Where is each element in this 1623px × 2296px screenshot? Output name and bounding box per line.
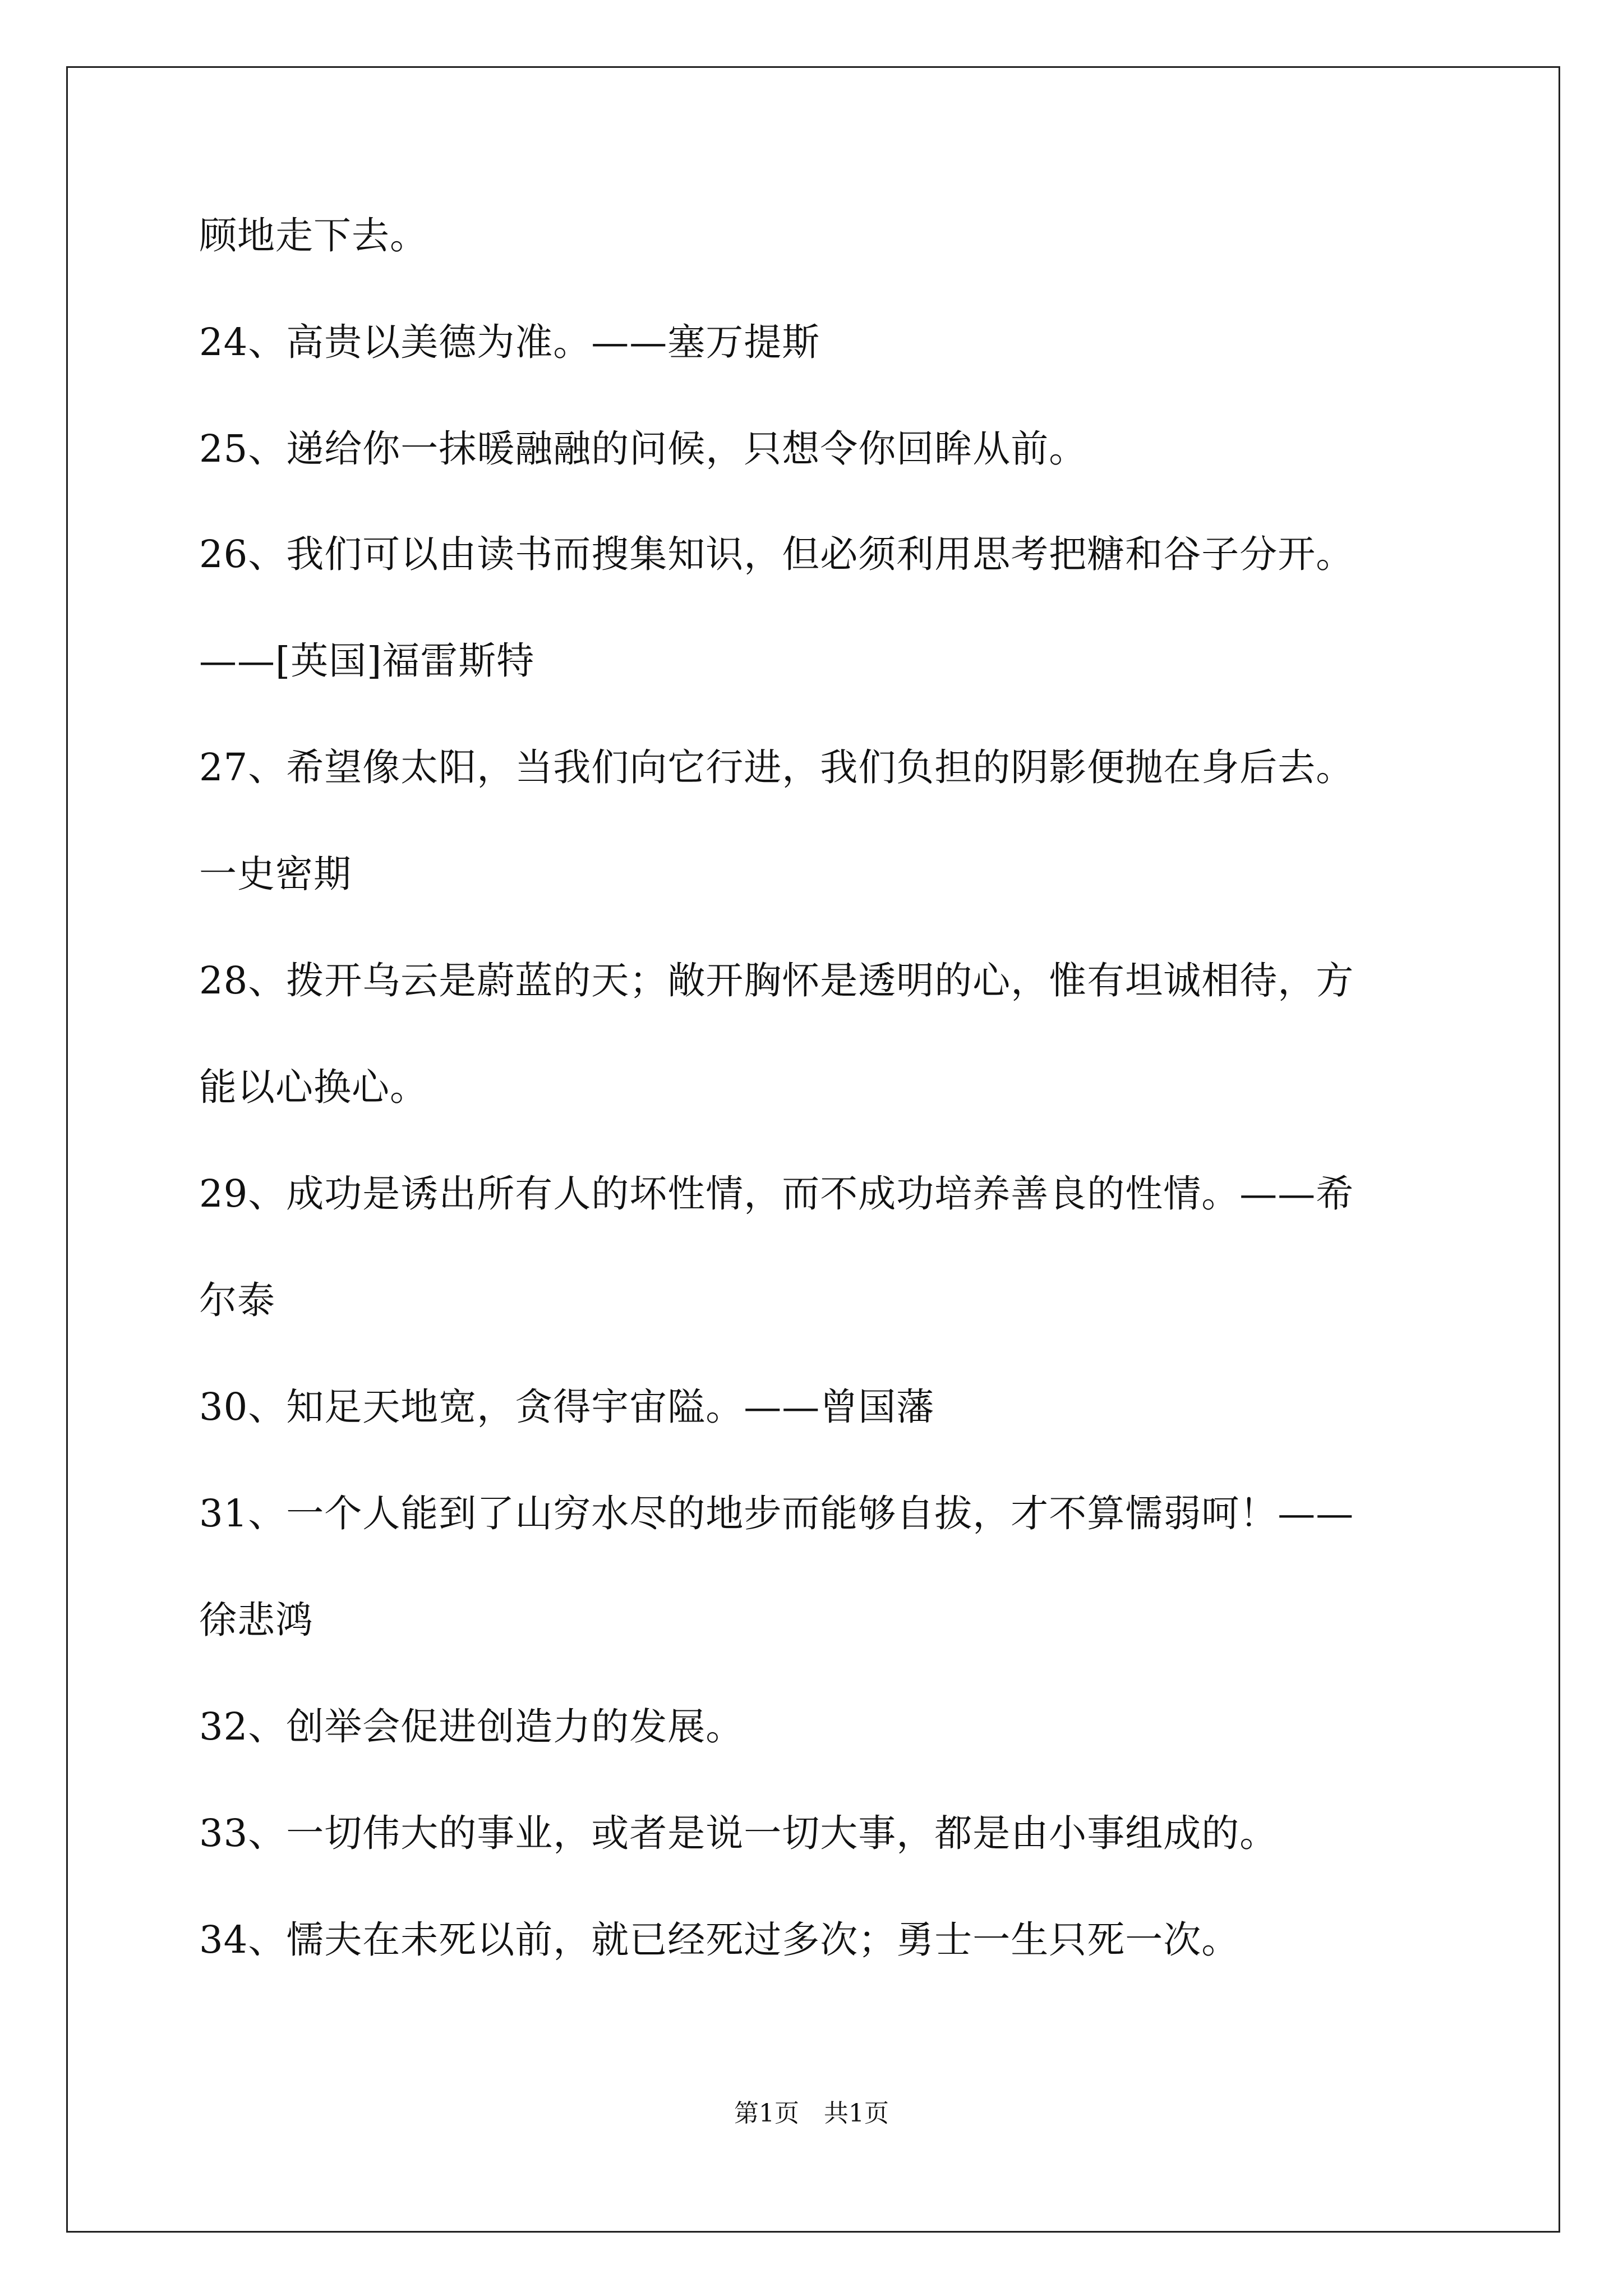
quote-32: 32、创举会促进创造力的发展。 xyxy=(199,1705,744,1749)
quote-24: 24、高贵以美德为准。——塞万提斯 xyxy=(199,320,820,364)
quote-28-cont: 能以心换心。 xyxy=(199,1065,428,1109)
quote-29-author: 尔泰 xyxy=(199,1278,275,1322)
quote-31: 31、一个人能到了山穷水尽的地步而能够自拔，才不算懦弱呵！—— xyxy=(199,1492,1354,1535)
quote-34: 34、懦夫在未死以前，就已经死过多次；勇士一生只死一次。 xyxy=(199,1918,1240,1962)
quote-30: 30、知足天地宽，贪得宇宙隘。——曾国藩 xyxy=(199,1385,935,1429)
quote-26: 26、我们可以由读书而搜集知识，但必须利用思考把糖和谷子分开。 xyxy=(199,532,1354,576)
quote-27-author: 一史密期 xyxy=(199,852,352,896)
quote-31-author: 徐悲鸿 xyxy=(199,1598,313,1642)
quote-26-author: ——[英国]福雷斯特 xyxy=(199,639,535,683)
quote-29: 29、成功是诱出所有人的坏性情，而不成功培养善良的性情。——希 xyxy=(199,1172,1354,1216)
page-border xyxy=(66,66,1560,2233)
text-line-1: 顾地走下去。 xyxy=(199,214,428,257)
page-number-footer: 第1页 共1页 xyxy=(734,2099,889,2128)
quote-28: 28、拨开乌云是蔚蓝的天；敞开胸怀是透明的心，惟有坦诚相待，方 xyxy=(199,959,1354,1002)
quote-27: 27、希望像太阳，当我们向它行进，我们负担的阴影便抛在身后去。 xyxy=(199,746,1354,789)
quote-25: 25、递给你一抹暖融融的问候，只想令你回眸从前。 xyxy=(199,427,1087,471)
quote-33: 33、一切伟大的事业，或者是说一切大事，都是由小事组成的。 xyxy=(199,1811,1278,1855)
